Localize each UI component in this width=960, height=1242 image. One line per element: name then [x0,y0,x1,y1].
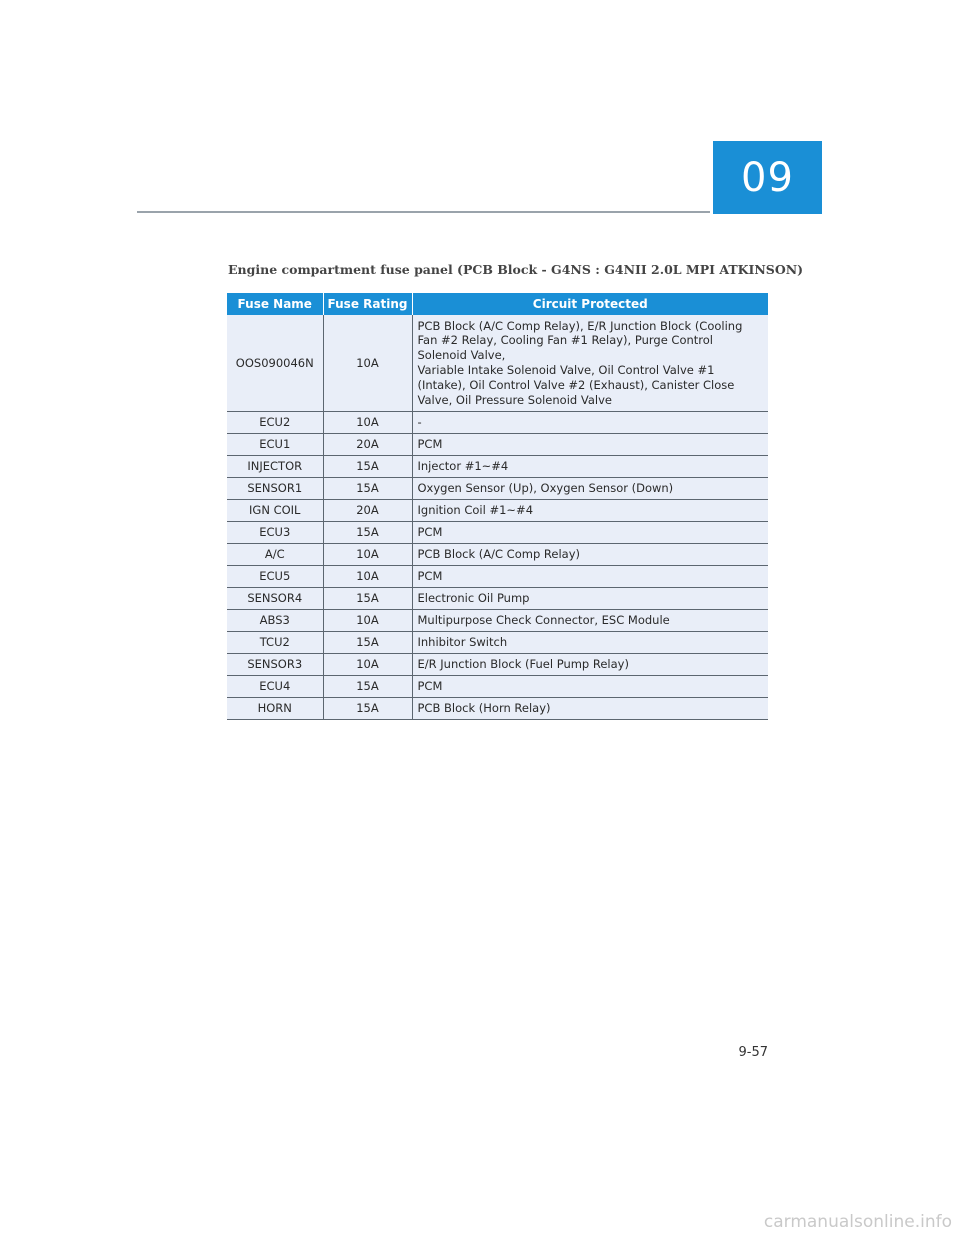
watermark: carmanualsonline.info [763,1212,952,1232]
circuit-protected-cell [412,544,768,566]
fuse-name-cell: ABS3 [227,610,323,632]
table-row [227,412,768,434]
circuit-line: PCM [417,525,443,540]
circuit-protected-cell [412,566,768,588]
fuse-name-cell: INJECTOR [227,456,323,478]
fuse-rating-cell: 10A [323,544,412,566]
fuse-name-cell: SENSOR4 [227,588,323,610]
circuit-protected-cell [412,315,768,412]
chapter-tab [713,141,822,214]
circuit-protected-cell [412,412,768,434]
circuit-protected-cell [412,456,768,478]
fuse-rating-cell: 10A [323,654,412,676]
circuit-protected-cell [412,500,768,522]
circuit-line: PCM [417,437,443,452]
circuit-line: - [417,415,422,430]
circuit-line: Multipurpose Check Connector, ESC Module [417,613,670,628]
table-row [227,610,768,632]
fuse-table-body [227,315,768,720]
circuit-protected-cell [412,434,768,456]
table-row [227,315,768,412]
fuse-rating-cell: 15A [323,632,412,654]
table-row [227,522,768,544]
circuit-protected-cell [412,676,768,698]
table-row [227,434,768,456]
fuse-rating-cell: 10A [323,566,412,588]
page-number: 9-57 [738,1045,768,1060]
circuit-line: Injector #1~#4 [417,459,509,474]
header-fuse-rating: Fuse Rating [323,293,412,315]
circuit-line: Fan #2 Relay, Cooling Fan #1 Relay), Purge Control [417,333,714,348]
fuse-name-cell: SENSOR3 [227,654,323,676]
fuse-name-cell: ECU3 [227,522,323,544]
circuit-line: (Intake), Oil Control Valve #2 (Exhaust), Canister Close [417,377,735,392]
fuse-rating-cell: 15A [323,478,412,500]
table-row [227,588,768,610]
circuit-line: Solenoid Valve, [417,348,506,363]
chapter-number: 09 [741,154,794,201]
header-fuse-name: Fuse Name [227,293,323,315]
header-rule [137,211,710,213]
circuit-protected-cell [412,588,768,610]
fuse-name-cell: SENSOR1 [227,478,323,500]
circuit-line: Electronic Oil Pump [417,591,530,606]
fuse-rating-cell: 10A [323,610,412,632]
table-row [227,698,768,720]
circuit-line: PCM [417,679,443,694]
circuit-protected-cell [412,522,768,544]
fuse-name-cell: A/C [227,544,323,566]
fuse-name-cell: ECU2 [227,412,323,434]
table-row [227,676,768,698]
fuse-name-cell: OOS090046N [227,315,323,412]
circuit-protected-cell [412,698,768,720]
table-header-row [227,293,768,315]
fuse-rating-cell: 15A [323,698,412,720]
fuse-name-cell: ECU5 [227,566,323,588]
circuit-line: Variable Intake Solenoid Valve, Oil Control Valve #1 [417,363,715,377]
circuit-protected-cell [412,632,768,654]
fuse-rating-cell: 20A [323,434,412,456]
table-row [227,500,768,522]
circuit-line: Inhibitor Switch [417,635,508,650]
circuit-line: Ignition Coil #1~#4 [417,503,534,518]
table-row [227,456,768,478]
fuse-rating-cell: 15A [323,522,412,544]
fuse-rating-cell: 20A [323,500,412,522]
circuit-protected-cell [412,478,768,500]
fuse-rating-cell: 15A [323,456,412,478]
fuse-rating-cell: 15A [323,676,412,698]
fuse-name-cell: HORN [227,698,323,720]
circuit-protected-cell [412,610,768,632]
fuse-rating-cell: 10A [323,412,412,434]
circuit-line: E/R Junction Block (Fuel Pump Relay) [417,657,629,672]
fuse-name-cell: IGN COIL [227,500,323,522]
circuit-line: PCM [417,569,443,584]
fuse-rating-cell: 10A [323,315,412,412]
fuse-name-cell: TCU2 [227,632,323,654]
circuit-line: Oxygen Sensor (Up), Oxygen Sensor (Down) [417,481,674,496]
fuse-name-cell: ECU4 [227,676,323,698]
circuit-line: Valve, Oil Pressure Solenoid Valve [417,392,612,407]
circuit-line: PCB Block (Horn Relay) [417,701,551,716]
circuit-line: PCB Block (A/C Comp Relay) [417,547,580,562]
circuit-protected-cell [412,654,768,676]
fuse-table [227,293,768,720]
fuse-rating-cell: 15A [323,588,412,610]
table-row [227,632,768,654]
header-circuit-protected: Circuit Protected [412,293,768,315]
table-row [227,654,768,676]
fuse-name-cell: ECU1 [227,434,323,456]
table-row [227,544,768,566]
section-title: Engine compartment fuse panel (PCB Block - G4NS : G4NII 2.0L MPI ATKINSON) [228,262,804,277]
circuit-line: PCB Block (A/C Comp Relay), E/R Junction Block (Cooling [417,318,743,333]
table-row [227,478,768,500]
table-row [227,566,768,588]
